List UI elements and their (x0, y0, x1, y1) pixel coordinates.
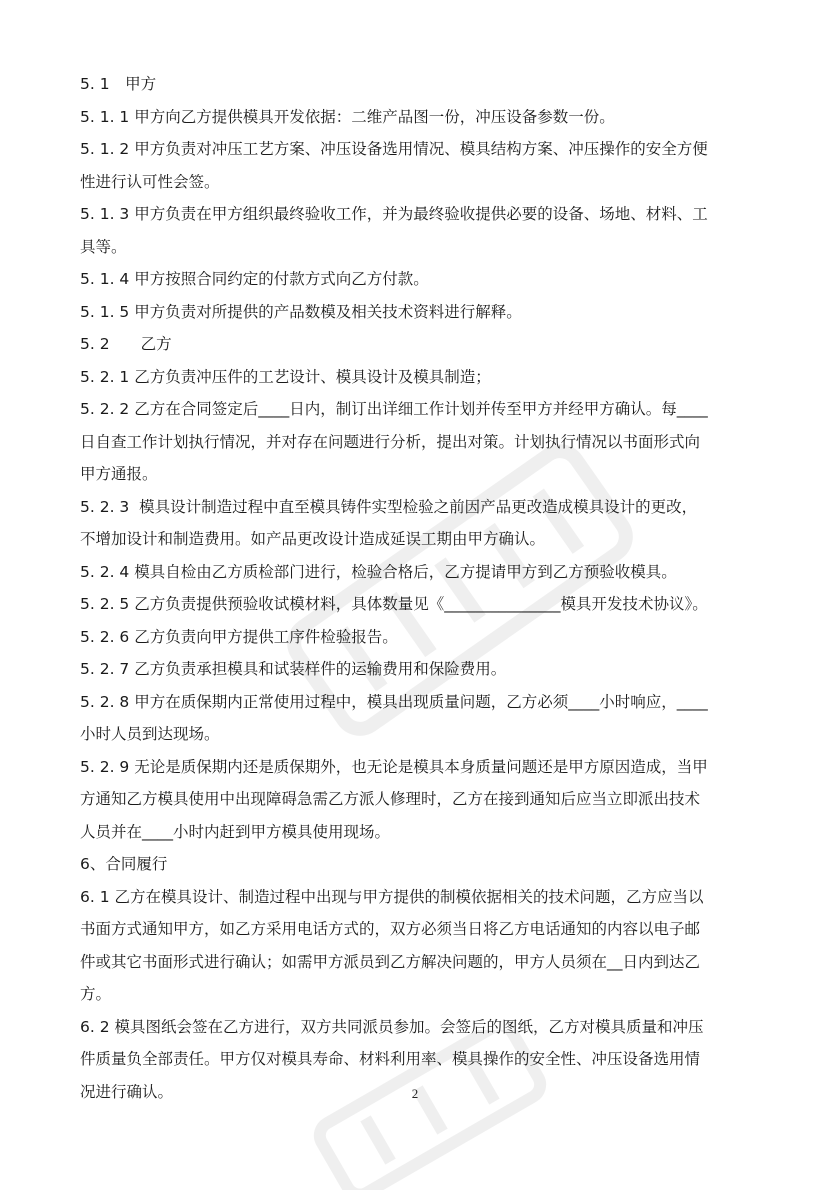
clause-line: 5. 2. 8 甲方在质保期内正常使用过程中，模具出现质量问题，乙方必须____小时响应，____ (80, 692, 708, 711)
clause-line: 5. 2. 3 模具设计制造过程中直至模具铸件实型检验之前因产品更改造成模具设计的更改， (80, 497, 698, 516)
clause-line: 5. 1. 2 甲方负责对冲压工艺方案、冲压设备选用情况、模具结构方案、冲压操作的安全方便 (80, 140, 708, 158)
clause-line: 具等。 (80, 237, 127, 256)
clause-line: 人员并在____小时内赶到甲方模具使用现场。 (80, 822, 391, 841)
clause-line: 小时人员到达现场。 (80, 725, 220, 743)
clause-line: 5. 1. 3 甲方负责在甲方组织最终验收工作，并为最终验收提供必要的设备、场地、材料、工 (80, 205, 708, 223)
clause-line: 5. 2. 6 乙方负责向甲方提供工序件检验报告。 (80, 627, 398, 646)
page-number: 2 (411, 1086, 419, 1101)
clause-line: 书面方式通知甲方，如乙方采用电话方式的，双方必须当日将乙方电话通知的内容以电子邮 (80, 920, 701, 938)
clause-line: 件质量负全部责任。甲方仅对模具寿命、材料利用率、模具操作的安全性、冲压设备选用情 (80, 1050, 701, 1068)
document-body (80, 68, 760, 1108)
clause-line: 5. 1. 1 甲方向乙方提供模具开发依据：二维产品图一份，冲压设备参数一份。 (80, 107, 615, 126)
clause-line: 日自查工作计划执行情况，并对存在问题进行分析，提出对策。计划执行情况以书面形式向 (80, 432, 701, 451)
section-heading: 6、合同履行 (80, 855, 168, 873)
clause-line: 甲方通报。 (80, 465, 158, 483)
clause-line: 5. 2. 5 乙方负责提供预验收试模材料，具体数量见《_______________模具开发技术协议》。 (80, 595, 708, 613)
clause-line: 5. 1. 4 甲方按照合同约定的付款方式向乙方付款。 (80, 270, 429, 288)
clause-line: 方通知乙方模具使用中出现障碍急需乙方派人修理时，乙方在接到通知后应当立即派出技术 (80, 790, 701, 808)
clause-line: 5. 2. 1 乙方负责冲压件的工艺设计、模具设计及模具制造； (80, 367, 491, 386)
section-heading: 5. 1 甲方 (80, 75, 157, 93)
clause-line: 不增加设计和制造费用。如产品更改设计造成延误工期由甲方确认。 (80, 530, 546, 548)
clause-line: 况进行确认。 (80, 1082, 174, 1101)
clause-line: 5. 2. 2 乙方在合同签定后____日内，制订出详细工作计划并传至甲方并经甲方确认。每____ (80, 400, 708, 418)
clause-line: 5. 2. 9 无论是质保期内还是质保期外，也无论是模具本身质量问题还是甲方原因造成，当甲 (80, 757, 708, 776)
clause-line: 方。 (80, 985, 112, 1003)
clause-line: 件或其它书面形式进行确认；如需甲方派员到乙方解决问题的，甲方人员须在__日内到达乙 (80, 952, 701, 971)
clause-line: 5. 2. 7 乙方负责承担模具和试装样件的运输费用和保险费用。 (80, 660, 507, 678)
clause-line: 5. 2. 4 模具自检由乙方质检部门进行，检验合格后，乙方提请甲方到乙方预验收模具。 (80, 562, 677, 581)
clause-line: 5. 1. 5 甲方负责对所提供的产品数模及相关技术资料进行解释。 (80, 302, 522, 321)
clause-line: 6. 2 模具图纸会签在乙方进行，双方共同派员参加。会签后的图纸，乙方对模具质量和冲压 (80, 1017, 704, 1036)
clause-line: 6. 1 乙方在模具设计、制造过程中出现与甲方提供的制模依据相关的技术问题，乙方应当以 (80, 887, 704, 906)
clause-line: 性进行认可性会签。 (80, 172, 220, 191)
section-heading: 5. 2 乙方 (80, 335, 172, 353)
